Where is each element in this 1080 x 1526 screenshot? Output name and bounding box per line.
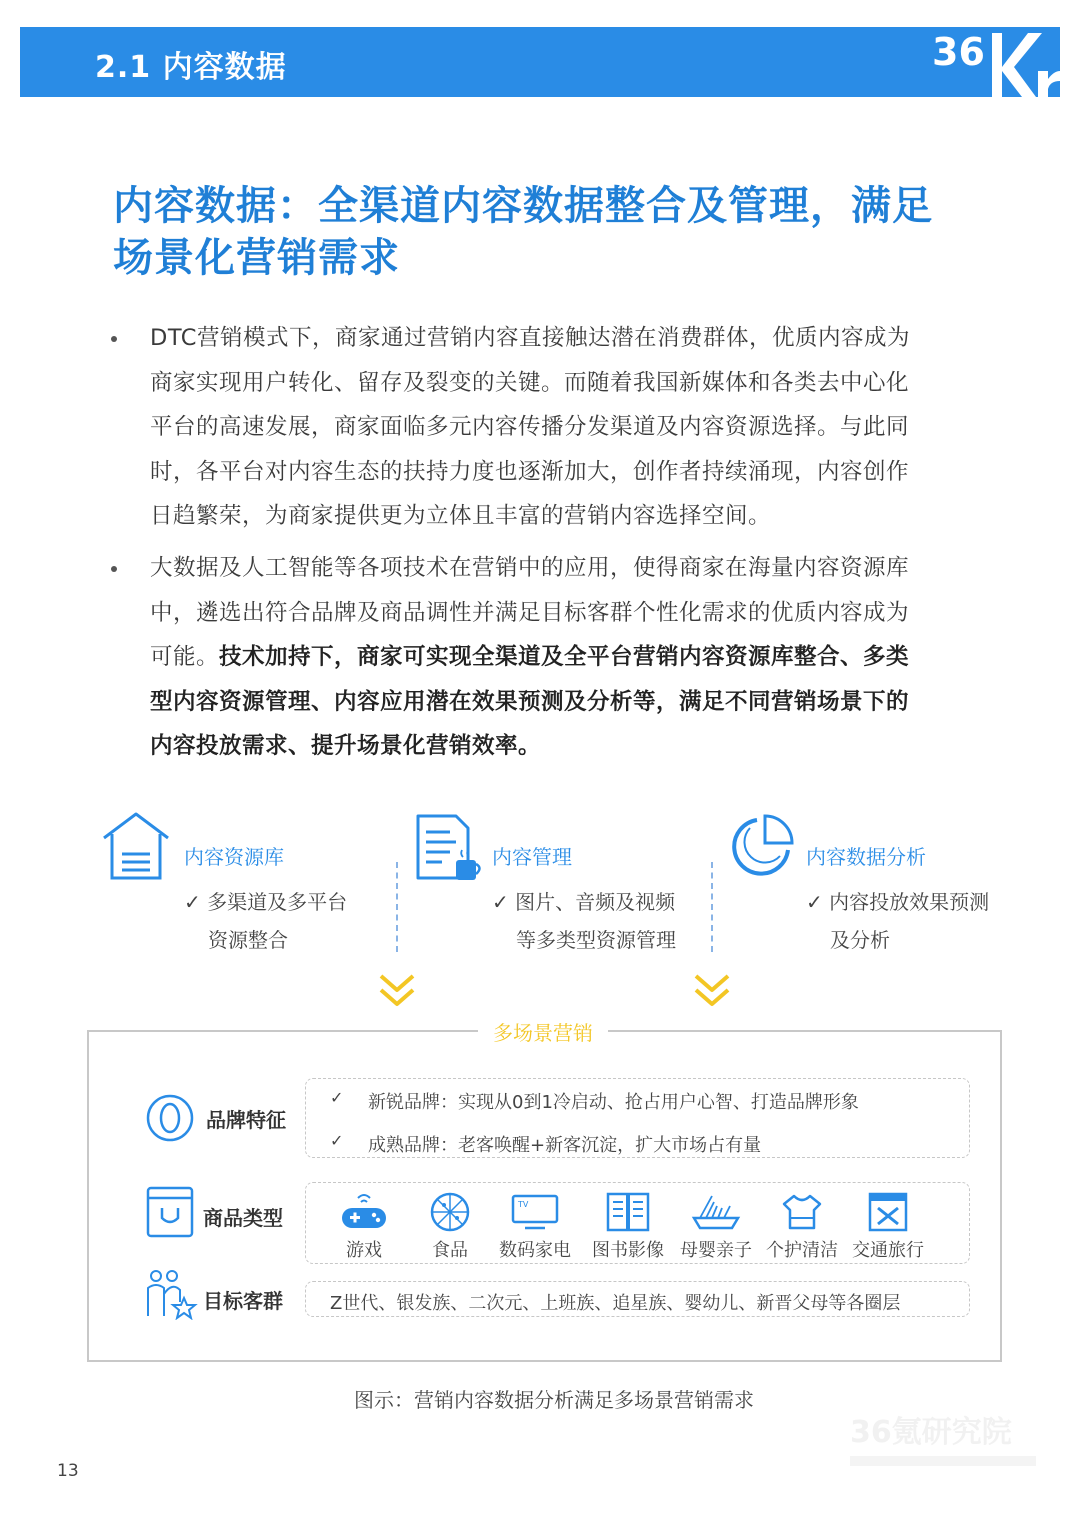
paragraph-line	[150, 680, 980, 725]
svg-text:TV: TV	[518, 1200, 529, 1209]
feature-desc-line: 资源整合	[208, 928, 288, 952]
paragraph-line: 商家实现用户转化、留存及裂变的关键。而随着我国新媒体和各类去中心化	[150, 369, 910, 396]
section-title: 2.1 内容数据	[95, 50, 287, 85]
paragraph-bold-text: 技术加持下，商家可实现全渠道及全平台营销内容资源库整合、多类	[219, 644, 910, 670]
category-digital	[490, 1192, 580, 1262]
bullet-dot	[111, 566, 117, 572]
check-icon: ✓	[330, 1131, 344, 1150]
figure-caption: 图示：营销内容数据分析满足多场景营销需求	[354, 1388, 754, 1412]
house-list-icon	[100, 810, 172, 882]
category-label: 交通旅行	[852, 1240, 924, 1261]
brand-item: 新锐品牌：实现从0到1冷启动、抢占用户心智、打造品牌形象	[368, 1092, 859, 1113]
main-title-line-1: 内容数据：全渠道内容数据整合及管理，满足	[113, 183, 933, 229]
svg-text:36氪研究院: 36氪研究院	[850, 1415, 1012, 1450]
paragraph-line: 日趋繁荣，为商家提供更为立体且丰富的营销内容选择空间。	[150, 503, 772, 529]
paragraph-line: DTC营销模式下，商家通过营销内容直接触达潜在消费群体，优质内容成为	[150, 325, 910, 351]
36kr-logo	[930, 27, 1060, 97]
category-label: 图书影像	[592, 1240, 664, 1261]
feature-title-content-management: 内容管理	[492, 845, 572, 869]
divider	[711, 862, 713, 952]
paragraph-tech	[150, 546, 980, 769]
category-books	[583, 1192, 673, 1262]
paragraph-line: 时，各平台对内容生态的扶持力度也逐渐加大，创作者持续涌现，内容创作	[150, 458, 910, 485]
feature-desc-resource-library	[184, 883, 347, 959]
double-chevron-down-icon	[377, 970, 417, 1010]
paragraph-dtc	[150, 316, 980, 539]
double-chevron-down-icon	[692, 970, 732, 1010]
crib-icon	[690, 1192, 742, 1232]
paragraph-line	[150, 724, 980, 769]
feature-title-data-analysis: 内容数据分析	[806, 845, 926, 869]
category-travel	[843, 1192, 933, 1262]
feature-title-resource-library: 内容资源库	[184, 845, 284, 869]
paragraph-line: 平台的高速发展，商家面临多元内容传播分发渠道及内容资源选择。与此同	[150, 414, 910, 440]
paragraph-line: 大数据及人工智能等各项技术在营销中的应用，使得商家在海量内容资源库	[150, 555, 910, 581]
feature-desc-data-analysis	[806, 883, 989, 959]
category-games	[319, 1192, 409, 1262]
paragraph-bold-text: 型内容资源管理、内容应用潜在效果预测及分析等，满足不同营销场景下的	[150, 688, 910, 715]
product-type-label: 商品类型	[203, 1206, 283, 1230]
brand-item: 成熟品牌：老客唤醒+新客沉淀，扩大市场占有量	[368, 1135, 762, 1156]
category-label: 游戏	[346, 1240, 382, 1261]
paragraph-bold-text: 内容投放需求、提升场景化营销效率。	[150, 733, 542, 759]
gamepad-icon	[338, 1192, 390, 1232]
pizza-icon	[424, 1192, 476, 1232]
bag-icon	[146, 1186, 194, 1238]
category-personal-care	[757, 1192, 847, 1262]
category-label: 食品	[432, 1240, 468, 1261]
watermark	[850, 1410, 1040, 1476]
bullet-dot	[111, 336, 117, 342]
feature-desc-content-management	[492, 883, 676, 959]
category-food	[405, 1192, 495, 1262]
svg-text:36: 36	[932, 30, 985, 74]
ticket-icon	[862, 1192, 914, 1232]
feature-desc-line: ✓ 图片、音频及视频	[492, 890, 676, 914]
category-label: 数码家电	[499, 1240, 571, 1261]
paragraph-line: 中，遴选出符合品牌及商品调性并满足目标客群个性化需求的优质内容成为	[150, 599, 910, 626]
category-label: 母婴亲子	[680, 1240, 752, 1261]
pie-chart-icon	[726, 812, 796, 882]
page-number: 13	[57, 1461, 79, 1481]
divider	[396, 862, 398, 952]
feature-desc-line: ✓ 内容投放效果预测	[806, 890, 990, 914]
zero-circle-icon	[145, 1092, 195, 1144]
brand-feature-label: 品牌特征	[206, 1108, 286, 1132]
scenario-label: 多场景营销	[478, 1018, 608, 1048]
main-title	[113, 180, 983, 284]
book-icon	[602, 1192, 654, 1232]
paragraph-line	[150, 635, 980, 680]
category-label: 个护清洁	[766, 1240, 838, 1261]
people-star-icon	[144, 1268, 198, 1320]
target-audience-label: 目标客群	[203, 1289, 283, 1313]
feature-desc-line: ✓ 多渠道及多平台	[184, 890, 348, 914]
main-title-line-2: 场景化营销需求	[113, 235, 400, 281]
target-audience-text: Z世代、银发族、二次元、上班族、追星族、婴幼儿、新晋父母等各圈层	[330, 1293, 901, 1314]
feature-desc-line: 等多类型资源管理	[516, 928, 676, 952]
shirt-icon	[776, 1192, 828, 1232]
category-baby	[671, 1192, 761, 1262]
feature-desc-line: 及分析	[830, 928, 890, 952]
paragraph-text: 可能。	[150, 644, 220, 670]
check-icon: ✓	[330, 1088, 344, 1107]
document-cup-icon	[412, 812, 484, 884]
tv-icon	[509, 1192, 561, 1232]
